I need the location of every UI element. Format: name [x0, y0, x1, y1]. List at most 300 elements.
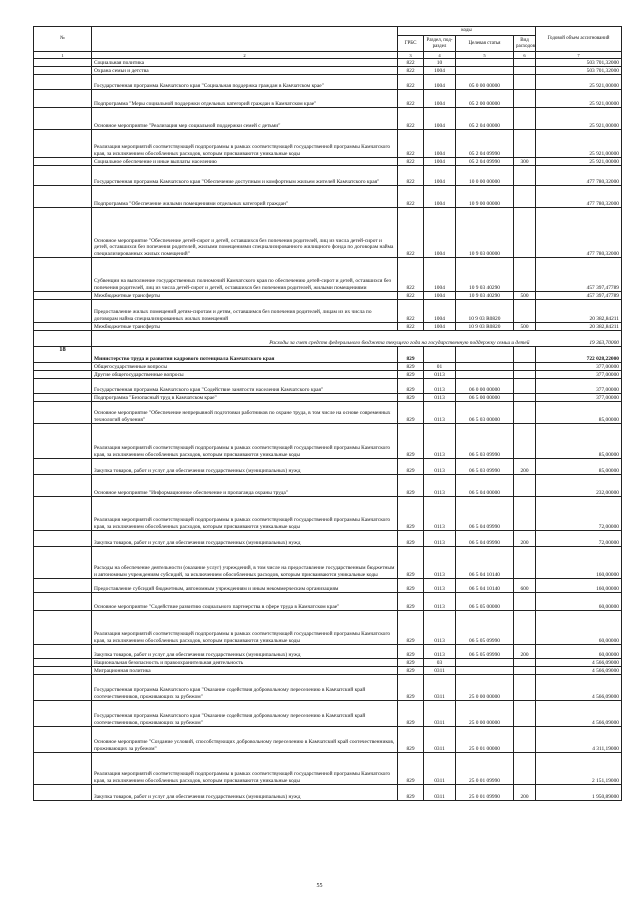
- row-razdel-cell: 1004: [424, 208, 456, 258]
- row-grbs-cell: 829: [398, 645, 424, 659]
- row-razdel-cell: 0311: [424, 675, 456, 701]
- row-razdel-cell: [424, 347, 456, 363]
- row-name-cell: Основное мероприятие "Создание условий, способствующих добровольному переселению в Камчатский край соотечественников, проживающих за рубежом": [92, 727, 398, 753]
- table-row: [34, 67, 622, 75]
- row-name-cell: Подпрограмма "Меры социальной поддержки отдельных категорий граждан в Камчатском крае": [92, 90, 398, 108]
- table-row: [34, 475, 622, 497]
- row-name-cell: Национальная безопасность и правоохранительная деятельность: [92, 659, 398, 667]
- row-cs-cell: 06 5 00 00000: [456, 394, 514, 402]
- header-num: №: [34, 27, 92, 52]
- index-cell: 1: [34, 52, 92, 59]
- row-vr-cell: [514, 667, 536, 675]
- row-volume-cell: 377,00000: [536, 379, 622, 394]
- row-razdel-cell: 0311: [424, 701, 456, 727]
- row-name-cell: Закупка товаров, работ и услуг для обеспечения государственных (муниципальных) нужд: [92, 785, 398, 801]
- row-volume-cell: 503 701,32000: [536, 59, 622, 67]
- row-number-cell: [34, 667, 92, 675]
- table-row: [34, 675, 622, 701]
- row-razdel-cell: 1004: [424, 166, 456, 186]
- row-volume-cell: 477 780,32000: [536, 208, 622, 258]
- row-razdel-cell: 01: [424, 363, 456, 371]
- row-razdel-cell: 1004: [424, 67, 456, 75]
- row-number-cell: [34, 323, 92, 331]
- row-grbs-cell: 829: [398, 727, 424, 753]
- row-volume-cell: 503 701,32000: [536, 67, 622, 75]
- row-cs-cell: 05 2 00 00000: [456, 90, 514, 108]
- row-grbs-cell: 822: [398, 108, 424, 130]
- row-number-cell: [34, 108, 92, 130]
- row-razdel-cell: 0311: [424, 727, 456, 753]
- row-razdel-cell: 0113: [424, 547, 456, 579]
- row-vr-cell: [514, 402, 536, 424]
- table-row: [34, 611, 622, 645]
- row-number-cell: [34, 659, 92, 667]
- row-name-cell: Государственная программа Камчатского края "Социальная поддержка граждан в Камчатском крае": [92, 75, 398, 90]
- table-row: [34, 166, 622, 186]
- row-razdel-cell: 0113: [424, 531, 456, 547]
- row-grbs-cell: 822: [398, 208, 424, 258]
- row-vr-cell: [514, 300, 536, 323]
- row-number-cell: [34, 475, 92, 497]
- row-cs-cell: [456, 347, 514, 363]
- row-volume-cell: 4 566,09000: [536, 667, 622, 675]
- row-name-cell: Социальная политика: [92, 59, 398, 67]
- row-number-cell: [34, 701, 92, 727]
- row-volume-cell: 457 397,47789: [536, 258, 622, 292]
- row-grbs-cell: 822: [398, 258, 424, 292]
- row-razdel-cell: 1004: [424, 300, 456, 323]
- row-number-cell: [34, 531, 92, 547]
- row-cs-cell: 06 5 03 09990: [456, 459, 514, 475]
- row-number-cell: [34, 158, 92, 166]
- row-number-cell: [34, 67, 92, 75]
- row-number-cell: [34, 675, 92, 701]
- row-cs-cell: [456, 659, 514, 667]
- row-cs-cell: 25 0 00 00000: [456, 701, 514, 727]
- row-vr-cell: [514, 166, 536, 186]
- row-vr-cell: [514, 258, 536, 292]
- note-row: [34, 331, 622, 347]
- row-name-cell: Реализация мероприятий соответствующей подпрограммы в рамках соответствующей государственной программы Камчатского края, за исключением обособленных расходов, которым присваиваются уникальные коды: [92, 130, 398, 158]
- row-vr-cell: [514, 497, 536, 531]
- row-razdel-cell: 0113: [424, 394, 456, 402]
- row-grbs-cell: 829: [398, 497, 424, 531]
- row-name-cell: Основное мероприятие "Обеспечение детей-сирот и детей, оставшихся без попечения родителей, лиц из числа детей-сирот и детей, оставшихся без попечения родителей, жилыми помещениями специализированного жилищного фонда по договорам найма специализированных жилых помещений": [92, 208, 398, 258]
- row-cs-cell: 05 0 00 00000: [456, 75, 514, 90]
- row-number-cell: [34, 371, 92, 379]
- row-name-cell: Государственная программа Камчатского края "Содействие занятости населения Камчатского края": [92, 379, 398, 394]
- row-cs-cell: [456, 667, 514, 675]
- table-row: [34, 323, 622, 331]
- row-grbs-cell: 822: [398, 130, 424, 158]
- row-name-cell: Другие общегосударственные вопросы: [92, 371, 398, 379]
- table-row: [34, 727, 622, 753]
- table-row: [34, 667, 622, 675]
- row-razdel-cell: 0311: [424, 785, 456, 801]
- index-cell: 2: [92, 52, 398, 59]
- row-name-cell: Подпрограмма "Обеспечение жилыми помещениями отдельных категорий граждан": [92, 186, 398, 208]
- row-cs-cell: 06 5 05 00000: [456, 593, 514, 611]
- row-cs-cell: 25 0 01 09990: [456, 785, 514, 801]
- header-name: [92, 27, 398, 52]
- row-volume-cell: 60,00000: [536, 645, 622, 659]
- table-row: [34, 300, 622, 323]
- row-cs-cell: 06 5 04 09990: [456, 497, 514, 531]
- row-grbs-cell: 829: [398, 701, 424, 727]
- table-row: [34, 785, 622, 801]
- table-row: [34, 347, 622, 363]
- row-grbs-cell: 829: [398, 379, 424, 394]
- row-number-cell: [34, 645, 92, 659]
- row-grbs-cell: 822: [398, 323, 424, 331]
- row-vr-cell: [514, 593, 536, 611]
- row-grbs-cell: 822: [398, 158, 424, 166]
- row-vr-cell: [514, 394, 536, 402]
- page-number: 55: [316, 883, 323, 889]
- row-name-cell: Государственная программа Камчатского края "Оказание содействия добровольному переселению в Камчатский край соотечественников, проживающих за рубежом": [92, 675, 398, 701]
- row-grbs-cell: 829: [398, 402, 424, 424]
- table-row: [34, 659, 622, 667]
- row-number-cell: 18: [34, 347, 92, 363]
- table-row: [34, 497, 622, 531]
- row-volume-cell: 377,00000: [536, 371, 622, 379]
- row-volume-cell: 85,00000: [536, 459, 622, 475]
- row-cs-cell: 06 5 04 10140: [456, 579, 514, 593]
- table-body-part1: [34, 59, 622, 331]
- row-volume-cell: 20 382,84211: [536, 300, 622, 323]
- row-volume-cell: 72,00000: [536, 531, 622, 547]
- row-name-cell: Реализация мероприятий соответствующей подпрограммы в рамках соответствующей государственной программы Камчатского края, за исключением обособленных расходов, которым присваиваются уникальные коды: [92, 497, 398, 531]
- row-vr-cell: 200: [514, 785, 536, 801]
- row-name-cell: Подпрограмма "Безопасный труд в Камчатском крае": [92, 394, 398, 402]
- row-razdel-cell: 0113: [424, 371, 456, 379]
- row-volume-cell: 377,00000: [536, 363, 622, 371]
- row-grbs-cell: 822: [398, 166, 424, 186]
- row-vr-cell: [514, 753, 536, 785]
- row-grbs-cell: 829: [398, 753, 424, 785]
- row-cs-cell: 05 2 04 09990: [456, 130, 514, 158]
- row-volume-cell: 25 921,00000: [536, 108, 622, 130]
- row-cs-cell: [456, 363, 514, 371]
- row-name-cell: Общегосударственные вопросы: [92, 363, 398, 371]
- row-grbs-cell: 822: [398, 292, 424, 300]
- row-razdel-cell: 0311: [424, 667, 456, 675]
- row-number-cell: [34, 379, 92, 394]
- row-grbs-cell: 829: [398, 547, 424, 579]
- note-empty: [34, 331, 92, 347]
- row-number-cell: [34, 424, 92, 459]
- row-razdel-cell: 03: [424, 659, 456, 667]
- row-number-cell: [34, 753, 92, 785]
- row-grbs-cell: 822: [398, 59, 424, 67]
- row-number-cell: [34, 208, 92, 258]
- row-volume-cell: 477 780,32000: [536, 186, 622, 208]
- table-row: [34, 59, 622, 67]
- row-grbs-cell: 829: [398, 785, 424, 801]
- row-razdel-cell: 0113: [424, 645, 456, 659]
- row-number-cell: [34, 186, 92, 208]
- header-volume: Годовой объем ассигнований: [536, 27, 622, 52]
- row-razdel-cell: 0113: [424, 459, 456, 475]
- table-row: [34, 363, 622, 371]
- row-vr-cell: [514, 611, 536, 645]
- row-volume-cell: 1 950,89000: [536, 785, 622, 801]
- row-grbs-cell: 822: [398, 90, 424, 108]
- table-row: [34, 292, 622, 300]
- header-row-top: [34, 27, 622, 36]
- row-vr-cell: [514, 208, 536, 258]
- row-volume-cell: 160,00000: [536, 547, 622, 579]
- header-cs: Целевая статья: [456, 36, 514, 52]
- row-razdel-cell: 1004: [424, 292, 456, 300]
- row-number-cell: [34, 363, 92, 371]
- table-row: [34, 753, 622, 785]
- table-row: [34, 379, 622, 394]
- row-cs-cell: 10 9 00 00000: [456, 186, 514, 208]
- row-grbs-cell: 822: [398, 75, 424, 90]
- header-vr: Вид расходов: [514, 36, 536, 52]
- row-cs-cell: 25 0 01 00000: [456, 727, 514, 753]
- table-row: [34, 108, 622, 130]
- row-volume-cell: 722 028,22000: [536, 347, 622, 363]
- row-volume-cell: 377,00000: [536, 394, 622, 402]
- row-cs-cell: 10 0 00 00000: [456, 166, 514, 186]
- row-volume-cell: 4 566,09000: [536, 701, 622, 727]
- row-cs-cell: 06 5 03 09990: [456, 424, 514, 459]
- row-grbs-cell: 822: [398, 186, 424, 208]
- table-row: [34, 645, 622, 659]
- row-grbs-cell: 829: [398, 531, 424, 547]
- table-row: [34, 371, 622, 379]
- row-vr-cell: [514, 659, 536, 667]
- row-grbs-cell: 829: [398, 675, 424, 701]
- row-name-cell: Закупка товаров, работ и услуг для обеспечения государственных (муниципальных) нужд: [92, 459, 398, 475]
- row-volume-cell: 25 921,00000: [536, 90, 622, 108]
- row-vr-cell: [514, 547, 536, 579]
- row-name-cell: Межбюджетные трансферты: [92, 292, 398, 300]
- row-name-cell: Расходы на обеспечение деятельности (оказание услуг) учреждений, в том числе на предоставление государственным бюджетным и автономным учреждениям субсидий, за исключением обособленных расходов, которым присваиваются уникальные коды: [92, 547, 398, 579]
- row-grbs-cell: 829: [398, 667, 424, 675]
- row-number-cell: [34, 300, 92, 323]
- row-number-cell: [34, 292, 92, 300]
- row-vr-cell: [514, 727, 536, 753]
- row-razdel-cell: 0113: [424, 579, 456, 593]
- row-vr-cell: [514, 67, 536, 75]
- table-row: [34, 258, 622, 292]
- row-cs-cell: 06 5 05 09990: [456, 645, 514, 659]
- table-row: [34, 186, 622, 208]
- table-row: [34, 158, 622, 166]
- row-cs-cell: [456, 67, 514, 75]
- row-cs-cell: 10 9 03 00000: [456, 208, 514, 258]
- table-row: [34, 531, 622, 547]
- row-volume-cell: 60,00000: [536, 611, 622, 645]
- row-vr-cell: [514, 475, 536, 497]
- row-razdel-cell: 0113: [424, 497, 456, 531]
- row-razdel-cell: 1004: [424, 108, 456, 130]
- row-name-cell: Предоставление субсидий бюджетным, автономным учреждениям и иным некоммерческим организациям: [92, 579, 398, 593]
- row-name-cell: Социальное обеспечение и иные выплаты населению: [92, 158, 398, 166]
- row-number-cell: [34, 130, 92, 158]
- row-cs-cell: 06 5 03 00000: [456, 402, 514, 424]
- row-vr-cell: [514, 424, 536, 459]
- row-name-cell: Межбюджетные трансферты: [92, 323, 398, 331]
- row-name-cell: Реализация мероприятий соответствующей подпрограммы в рамках соответствующей государственной программы Камчатского края, за исключением обособленных расходов, которым присваиваются уникальные коды: [92, 753, 398, 785]
- row-razdel-cell: 1004: [424, 75, 456, 90]
- row-volume-cell: 20 382,84211: [536, 323, 622, 331]
- row-razdel-cell: 0113: [424, 593, 456, 611]
- row-volume-cell: 477 780,32000: [536, 166, 622, 186]
- row-razdel-cell: 1004: [424, 323, 456, 331]
- row-cs-cell: 06 5 04 10140: [456, 547, 514, 579]
- row-razdel-cell: 1004: [424, 90, 456, 108]
- row-grbs-cell: 829: [398, 659, 424, 667]
- row-number-cell: [34, 394, 92, 402]
- row-vr-cell: [514, 130, 536, 158]
- row-vr-cell: 200: [514, 645, 536, 659]
- row-cs-cell: 25 0 01 09990: [456, 753, 514, 785]
- index-cell: 3: [398, 52, 424, 59]
- row-cs-cell: [456, 59, 514, 67]
- budget-table: [33, 26, 622, 801]
- row-number-cell: [34, 727, 92, 753]
- row-name-cell: Государственная программа Камчатского края "Обеспечение доступным и комфортным жильем жителей Камчатского края": [92, 166, 398, 186]
- row-cs-cell: [456, 371, 514, 379]
- row-grbs-cell: 829: [398, 371, 424, 379]
- row-number-cell: [34, 258, 92, 292]
- row-vr-cell: [514, 379, 536, 394]
- table-row: [34, 424, 622, 459]
- row-name-cell: Реализация мероприятий соответствующей подпрограммы в рамках соответствующей государственной программы Камчатского края, за исключением обособленных расходов, которым присваиваются уникальные коды: [92, 424, 398, 459]
- index-cell: 5: [456, 52, 514, 59]
- row-cs-cell: 10 9 03 40290: [456, 292, 514, 300]
- row-vr-cell: [514, 675, 536, 701]
- row-razdel-cell: 10: [424, 59, 456, 67]
- row-vr-cell: [514, 90, 536, 108]
- row-grbs-cell: 822: [398, 300, 424, 323]
- row-razdel-cell: 0113: [424, 379, 456, 394]
- row-grbs-cell: 829: [398, 475, 424, 497]
- table-row: [34, 579, 622, 593]
- row-cs-cell: 10 9 03 R0820: [456, 300, 514, 323]
- row-razdel-cell: 0113: [424, 611, 456, 645]
- row-number-cell: [34, 59, 92, 67]
- row-volume-cell: 85,00000: [536, 402, 622, 424]
- row-number-cell: [34, 75, 92, 90]
- table-row: [34, 593, 622, 611]
- row-name-cell: Основное мероприятие "Информационное обеспечение и пропаганда охраны труда": [92, 475, 398, 497]
- row-name-cell: Основное мероприятие "Обеспечение непрерывной подготовки работников по охране труда, в том числе на основе современных технологий обучения": [92, 402, 398, 424]
- row-vr-cell: 600: [514, 579, 536, 593]
- row-name-cell: Государственная программа Камчатского края "Оказание содействия добровольному переселению в Камчатский край соотечественников, проживающих за рубежом": [92, 701, 398, 727]
- row-cs-cell: 05 2 04 09990: [456, 158, 514, 166]
- row-razdel-cell: 0113: [424, 402, 456, 424]
- row-cs-cell: 05 2 04 00000: [456, 108, 514, 130]
- row-name-cell: Реализация мероприятий соответствующей подпрограммы в рамках соответствующей государственной программы Камчатского края, за исключением обособленных расходов, которым присваиваются уникальные коды: [92, 611, 398, 645]
- row-vr-cell: 500: [514, 292, 536, 300]
- row-name-cell: Субвенции на выполнение государственных полномочий Камчатского края по обеспечению детей-сирот и детей, оставшихся без попечения родителей, лиц из числа детей-сирот и детей, оставшихся без попечения родителей, жилыми помещениями: [92, 258, 398, 292]
- row-cs-cell: 25 0 00 00000: [456, 675, 514, 701]
- table-row: [34, 90, 622, 108]
- row-cs-cell: 10 9 03 R0820: [456, 323, 514, 331]
- note-text: Расходы за счет средств федерального бюджета текущего года на государственную поддержку семьи и детей: [269, 339, 530, 346]
- table-row: [34, 402, 622, 424]
- row-grbs-cell: 829: [398, 347, 424, 363]
- row-volume-cell: 2 151,19000: [536, 753, 622, 785]
- note-body: [34, 331, 622, 347]
- row-grbs-cell: 829: [398, 593, 424, 611]
- row-razdel-cell: 1004: [424, 258, 456, 292]
- row-razdel-cell: 1004: [424, 186, 456, 208]
- row-number-cell: [34, 90, 92, 108]
- table-row: [34, 459, 622, 475]
- row-number-cell: [34, 579, 92, 593]
- row-grbs-cell: 829: [398, 363, 424, 371]
- row-vr-cell: [514, 108, 536, 130]
- index-cell: 7: [536, 52, 622, 59]
- row-number-cell: [34, 497, 92, 531]
- row-grbs-cell: 829: [398, 611, 424, 645]
- row-vr-cell: 500: [514, 323, 536, 331]
- table-body-part2: [34, 347, 622, 801]
- row-cs-cell: 10 9 03 40290: [456, 258, 514, 292]
- row-number-cell: [34, 402, 92, 424]
- row-number-cell: [34, 611, 92, 645]
- row-cs-cell: 06 5 04 00000: [456, 475, 514, 497]
- row-volume-cell: 4 566,09000: [536, 675, 622, 701]
- table-row: [34, 208, 622, 258]
- header-codes: коды: [398, 27, 536, 36]
- table-row: [34, 130, 622, 158]
- row-razdel-cell: 1004: [424, 158, 456, 166]
- row-cs-cell: 06 5 05 09990: [456, 611, 514, 645]
- row-volume-cell: 85,00000: [536, 424, 622, 459]
- row-name-cell: Основное мероприятие "Реализация мер социальной поддержки семей с детьми": [92, 108, 398, 130]
- row-vr-cell: [514, 371, 536, 379]
- row-razdel-cell: 1004: [424, 130, 456, 158]
- row-grbs-cell: 829: [398, 424, 424, 459]
- index-cell: 6: [514, 52, 536, 59]
- header-razdel: Раздел, под-раздел: [424, 36, 456, 52]
- row-vr-cell: [514, 59, 536, 67]
- index-cell: 4: [424, 52, 456, 59]
- row-name-cell: Закупка товаров, работ и услуг для обеспечения государственных (муниципальных) нужд: [92, 531, 398, 547]
- row-name-cell: Министерство труда и развития кадрового потенциала Камчатского края: [92, 347, 398, 363]
- row-name-cell: Охрана семьи и детства: [92, 67, 398, 75]
- row-vr-cell: [514, 363, 536, 371]
- row-vr-cell: [514, 347, 536, 363]
- row-grbs-cell: 829: [398, 394, 424, 402]
- row-vr-cell: 300: [514, 158, 536, 166]
- row-volume-cell: 25 921,00000: [536, 158, 622, 166]
- row-vr-cell: [514, 701, 536, 727]
- row-volume-cell: 4 311,19000: [536, 727, 622, 753]
- budget-document: [33, 26, 621, 801]
- row-number-cell: [34, 785, 92, 801]
- row-vr-cell: 200: [514, 459, 536, 475]
- table-row: [34, 75, 622, 90]
- row-cs-cell: 06 5 04 09990: [456, 531, 514, 547]
- row-number-cell: [34, 459, 92, 475]
- header-grbs: ГРБС: [398, 36, 424, 52]
- row-razdel-cell: 0113: [424, 424, 456, 459]
- row-number-cell: [34, 166, 92, 186]
- column-index-row: [34, 52, 622, 59]
- row-cs-cell: 06 0 00 00000: [456, 379, 514, 394]
- row-razdel-cell: 0113: [424, 475, 456, 497]
- note-value: 19 363,70000: [536, 331, 622, 347]
- row-number-cell: [34, 593, 92, 611]
